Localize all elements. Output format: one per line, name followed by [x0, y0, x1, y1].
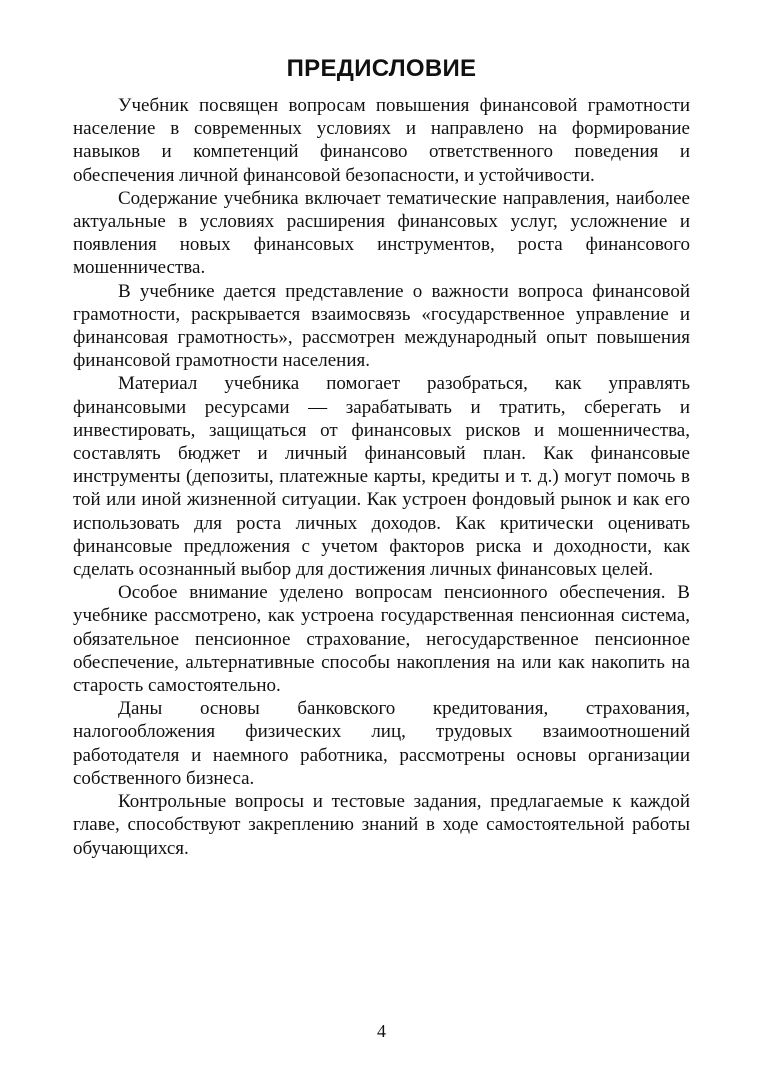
page-title: ПРЕДИСЛОВИЕ: [286, 55, 477, 82]
paragraph-control-questions: Контрольные вопросы и тестовые задания, предлагаемые к каждой главе, способствуют закреплению знаний в ходе самостоятельной работы обучающихся.: [73, 791, 690, 859]
paragraph-intro: Учебник посвящен вопросам повышения финансовой грамотности население в современных условиях и направлено на формирование навыков и компетенций финансово ответственного поведения и обеспечения личной финансовой безопасности, и устойчивости.: [73, 95, 690, 186]
document-page: [73, 0, 690, 1079]
page-number: 4: [377, 1021, 386, 1041]
paragraph-content: Содержание учебника включает тематические направления, наиболее актуальные в условиях расширения финансовых услуг, усложнение и появления новых финансовых инструментов, роста финансового мошенничества.: [73, 187, 690, 279]
paragraph-importance: В учебнике дается представление о важности вопроса финансовой грамотности, раскрывается взаимосвязь «государственное управление и финансовая грамотность», рассмотрен международный опыт повышения финансовой грамотности населения.: [73, 280, 690, 372]
preface-body: [73, 94, 690, 860]
paragraph-pension: Особое внимание уделено вопросам пенсионного обеспечения. В учебнике рассмотрено, как устроена государственная пенсионная система, обязательное пенсионное страхование, негосударственное пенсионное обеспечение, альтернативные способы накопления на или как накопить на старость самостоятельно.: [73, 582, 690, 697]
paragraph-material: Материал учебника помогает разобраться, как управлять финансовыми ресурсами — зарабатывать и тратить, сберегать и инвестировать, защищаться от финансовых рисков и мошенничества, составлять бюджет и личный финансовый план. Как финансовые инструменты (депозиты, платежные карты, кредиты и т. д.) могут помочь в той или иной жизненной ситуации. Как устроен фондовый рынок и как его использовать для роста личных доходов. Как критически оценивать финансовые предложения с учетом факторов риска и доходности, как сделать осознанный выбор для достижения личных финансовых целей.: [73, 373, 690, 581]
paragraph-banking: Даны основы банковского кредитования, страхования, налогообложения физических лиц, трудовых взаимоотношений работодателя и наемного работника, рассмотрены основы организации собственного бизнеса.: [73, 698, 690, 789]
